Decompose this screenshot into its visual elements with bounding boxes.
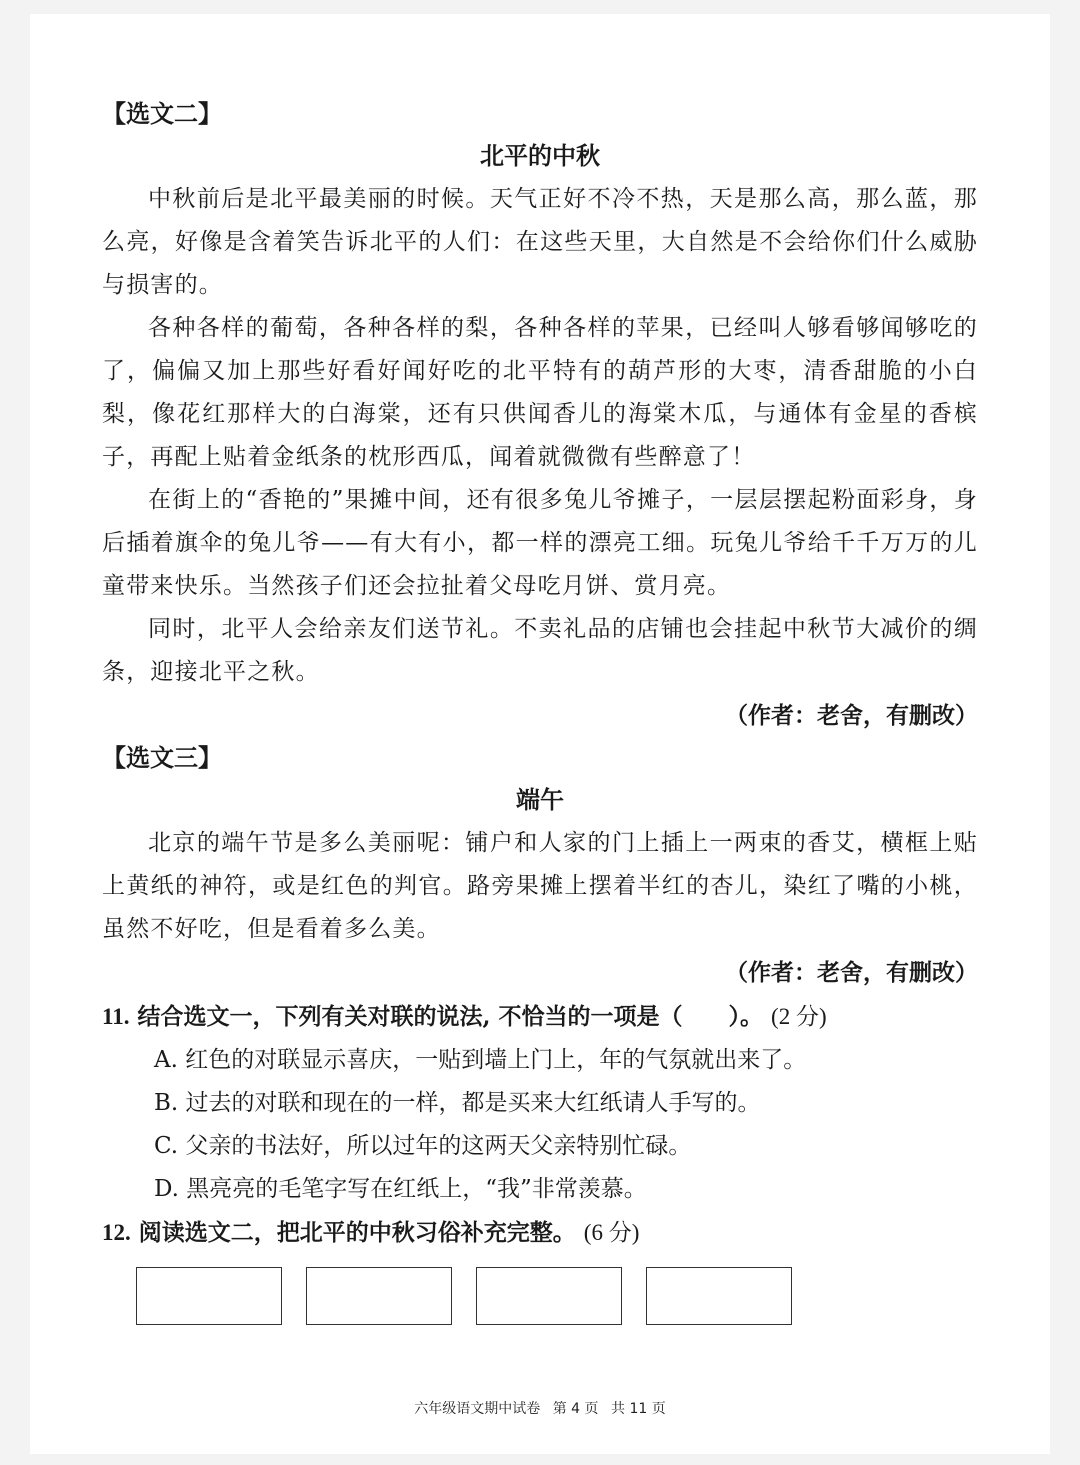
question-11-option-d: D. 黑亮亮的毛笔字写在红纸上，“我”非常羡慕。	[154, 1176, 647, 1202]
answer-box-1[interactable]	[136, 1267, 282, 1325]
answer-box-4[interactable]	[646, 1267, 792, 1325]
question-12-text: 阅读选文二，把北平的中秋习俗补充完整。	[138, 1219, 576, 1246]
answer-box-3[interactable]	[476, 1267, 622, 1325]
question-11-option-b: B. 过去的对联和现在的一样，都是买来大红纸请人手写的。	[154, 1090, 761, 1116]
question-11-text: 结合选文一，下列有关对联的说法, 不恰当的一项是（ ）。	[137, 1003, 764, 1030]
selection-2-paragraph: 中秋前后是北平最美丽的时候。天气正好不冷不热，天是那么高，那么蓝，那么亮，好像是含着笑告诉北平的人们：在这些天里，大自然是不会给你们什么威胁与损害的。	[102, 186, 978, 298]
question-12-number: 12.	[102, 1220, 131, 1245]
footer-exam-name: 六年级语文期中试卷	[414, 1401, 541, 1417]
question-12-score: (6 分)	[583, 1220, 640, 1245]
footer-total-pages: 共 11 页	[611, 1401, 666, 1417]
selection-2-author: （作者：老舍，有删改）	[725, 702, 978, 729]
selection-2-title: 北平的中秋	[480, 141, 600, 170]
question-11	[102, 995, 978, 1039]
question-11-score: (2 分)	[771, 1004, 827, 1029]
page-footer	[30, 1398, 1050, 1418]
selection-3-label: 【选文三】	[102, 743, 222, 772]
question-11-option-a: A. 红色的对联显示喜庆，一贴到墙上门上，年的气氛就出来了。	[154, 1047, 807, 1073]
selection-2-label: 【选文二】	[102, 99, 222, 128]
answer-boxes	[102, 1267, 978, 1327]
page-content	[102, 94, 978, 1327]
selection-3-author: （作者：老舍，有删改）	[725, 959, 978, 986]
question-11-option-c: C. 父亲的书法好，所以过年的这两天父亲特别忙碌。	[154, 1133, 692, 1159]
selection-2-paragraph: 同时，北平人会给亲友们送节礼。不卖礼品的店铺也会挂起中秋节大减价的绸条，迎接北平之秋。	[102, 616, 978, 685]
footer-page-number: 第 4 页	[552, 1401, 599, 1417]
selection-2-paragraph: 各种各样的葡萄，各种各样的梨，各种各样的苹果，已经叫人够看够闻够吃的了，偏偏又加上那些好看好闻好吃的北平特有的葫芦形的大枣，清香甜脆的小白梨，像花红那样大的白海棠，还有只供闻香儿的海棠木瓜，与通体有金星的香槟子，再配上贴着金纸条的枕形西瓜，闻着就微微有些醉意了！	[102, 315, 978, 470]
selection-2-paragraph: 在街上的“香艳的”果摊中间，还有很多兔儿爷摊子，一层层摆起粉面彩身，身后插着旗伞的兔儿爷——有大有小，都一样的漂亮工细。玩兔儿爷给千千万万的儿童带来快乐。当然孩子们还会拉扯着父母吃月饼、赏月亮。	[102, 487, 978, 599]
answer-box-2[interactable]	[306, 1267, 452, 1325]
question-12	[102, 1211, 978, 1255]
selection-3-paragraph: 北京的端午节是多么美丽呢：铺户和人家的门上插上一两束的香艾，横框上贴上黄纸的神符，或是红色的判官。路旁果摊上摆着半红的杏儿，染红了嘴的小桃，虽然不好吃，但是看着多么美。	[102, 830, 978, 942]
question-11-number: 11.	[102, 1004, 130, 1029]
selection-3-title: 端午	[516, 785, 564, 814]
exam-page	[30, 14, 1050, 1454]
